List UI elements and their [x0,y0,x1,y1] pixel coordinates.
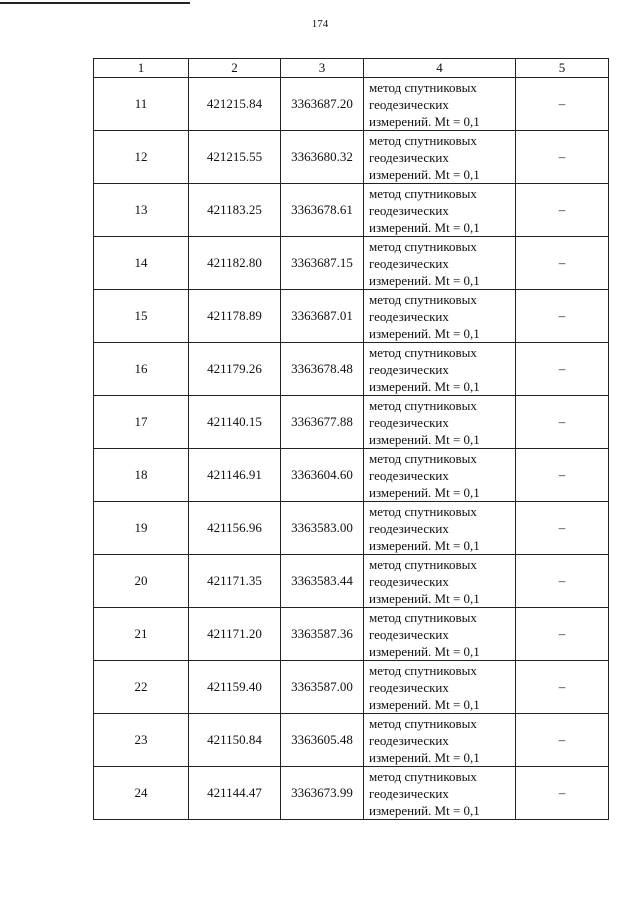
method-line: геодезических [369,255,449,271]
point-number-cell: 22 [94,661,189,714]
method-line: геодезических [369,308,449,324]
note-cell: – [516,131,609,184]
column-header-2: 2 [189,59,281,78]
method-cell [364,396,516,449]
table-row [94,502,609,555]
method-line: измерений. Mt = 0,1 [369,219,480,235]
x-coordinate-cell: 421171.20 [189,608,281,661]
column-header-1: 1 [94,59,189,78]
y-coordinate-cell: 3363587.00 [281,661,364,714]
y-coordinate-cell: 3363583.00 [281,502,364,555]
method-line: метод спутниковых [369,715,477,731]
method-cell [364,290,516,343]
point-number-cell: 18 [94,449,189,502]
table-row [94,555,609,608]
method-line: геодезических [369,679,449,695]
method-line: геодезических [369,467,449,483]
method-line: измерений. Mt = 0,1 [369,378,480,394]
method-cell [364,714,516,767]
coordinates-table [93,58,609,820]
table-row [94,78,609,131]
note-cell: – [516,184,609,237]
table-row [94,714,609,767]
method-line: метод спутниковых [369,609,477,625]
table-row [94,343,609,396]
method-cell [364,555,516,608]
note-cell: – [516,661,609,714]
page-number: 174 [311,18,329,30]
method-line: геодезических [369,96,449,112]
y-coordinate-cell: 3363687.20 [281,78,364,131]
method-line: метод спутниковых [369,344,477,360]
note-cell: – [516,767,609,820]
method-line: измерений. Mt = 0,1 [369,537,480,553]
method-line: геодезических [369,361,449,377]
y-coordinate-cell: 3363587.36 [281,608,364,661]
method-line: метод спутниковых [369,662,477,678]
note-cell: – [516,502,609,555]
table-row [94,449,609,502]
point-number-cell: 14 [94,237,189,290]
y-coordinate-cell: 3363678.61 [281,184,364,237]
method-line: геодезических [369,149,449,165]
method-line: геодезических [369,202,449,218]
method-line: геодезических [369,573,449,589]
y-coordinate-cell: 3363680.32 [281,131,364,184]
method-cell [364,78,516,131]
note-cell: – [516,290,609,343]
method-line: измерений. Mt = 0,1 [369,696,480,712]
point-number-cell: 17 [94,396,189,449]
method-line: измерений. Mt = 0,1 [369,749,480,765]
x-coordinate-cell: 421215.55 [189,131,281,184]
method-line: метод спутниковых [369,768,477,784]
method-cell [364,237,516,290]
x-coordinate-cell: 421159.40 [189,661,281,714]
point-number-cell: 24 [94,767,189,820]
method-line: метод спутниковых [369,503,477,519]
x-coordinate-cell: 421183.25 [189,184,281,237]
method-cell [364,608,516,661]
method-line: измерений. Mt = 0,1 [369,484,480,500]
y-coordinate-cell: 3363678.48 [281,343,364,396]
note-cell: – [516,343,609,396]
point-number-cell: 15 [94,290,189,343]
method-cell [364,131,516,184]
method-line: геодезических [369,732,449,748]
method-line: геодезических [369,785,449,801]
x-coordinate-cell: 421156.96 [189,502,281,555]
method-line: измерений. Mt = 0,1 [369,802,480,818]
method-cell [364,767,516,820]
x-coordinate-cell: 421140.15 [189,396,281,449]
method-line: метод спутниковых [369,291,477,307]
method-line: измерений. Mt = 0,1 [369,272,480,288]
method-line: измерений. Mt = 0,1 [369,590,480,606]
note-cell: – [516,608,609,661]
table-row [94,131,609,184]
top-rule [0,2,190,4]
y-coordinate-cell: 3363687.15 [281,237,364,290]
x-coordinate-cell: 421146.91 [189,449,281,502]
note-cell: – [516,237,609,290]
y-coordinate-cell: 3363583.44 [281,555,364,608]
column-header-4: 4 [364,59,516,78]
x-coordinate-cell: 421144.47 [189,767,281,820]
method-line: геодезических [369,414,449,430]
method-cell [364,502,516,555]
method-line: измерений. Mt = 0,1 [369,166,480,182]
table-row [94,608,609,661]
x-coordinate-cell: 421182.80 [189,237,281,290]
y-coordinate-cell: 3363605.48 [281,714,364,767]
y-coordinate-cell: 3363673.99 [281,767,364,820]
x-coordinate-cell: 421179.26 [189,343,281,396]
table-row [94,237,609,290]
table-row [94,767,609,820]
column-header-5: 5 [516,59,609,78]
point-number-cell: 16 [94,343,189,396]
method-line: метод спутниковых [369,79,477,95]
method-line: измерений. Mt = 0,1 [369,113,480,129]
note-cell: – [516,714,609,767]
table-row [94,184,609,237]
method-cell [364,661,516,714]
x-coordinate-cell: 421215.84 [189,78,281,131]
table-body [94,78,609,820]
point-number-cell: 12 [94,131,189,184]
method-cell [364,449,516,502]
table-row [94,290,609,343]
point-number-cell: 23 [94,714,189,767]
method-line: геодезических [369,520,449,536]
table-row [94,396,609,449]
x-coordinate-cell: 421150.84 [189,714,281,767]
column-header-3: 3 [281,59,364,78]
method-line: измерений. Mt = 0,1 [369,325,480,341]
table-header-row [94,59,609,78]
x-coordinate-cell: 421171.35 [189,555,281,608]
point-number-cell: 19 [94,502,189,555]
method-line: измерений. Mt = 0,1 [369,431,480,447]
note-cell: – [516,78,609,131]
method-line: метод спутниковых [369,132,477,148]
method-cell [364,184,516,237]
point-number-cell: 21 [94,608,189,661]
point-number-cell: 20 [94,555,189,608]
note-cell: – [516,555,609,608]
note-cell: – [516,449,609,502]
table-row [94,661,609,714]
method-line: метод спутниковых [369,556,477,572]
method-line: измерений. Mt = 0,1 [369,643,480,659]
point-number-cell: 13 [94,184,189,237]
point-number-cell: 11 [94,78,189,131]
method-line: метод спутниковых [369,397,477,413]
y-coordinate-cell: 3363604.60 [281,449,364,502]
method-line: метод спутниковых [369,238,477,254]
note-cell: – [516,396,609,449]
method-line: метод спутниковых [369,450,477,466]
y-coordinate-cell: 3363677.88 [281,396,364,449]
method-line: метод спутниковых [369,185,477,201]
x-coordinate-cell: 421178.89 [189,290,281,343]
method-line: геодезических [369,626,449,642]
y-coordinate-cell: 3363687.01 [281,290,364,343]
method-cell [364,343,516,396]
